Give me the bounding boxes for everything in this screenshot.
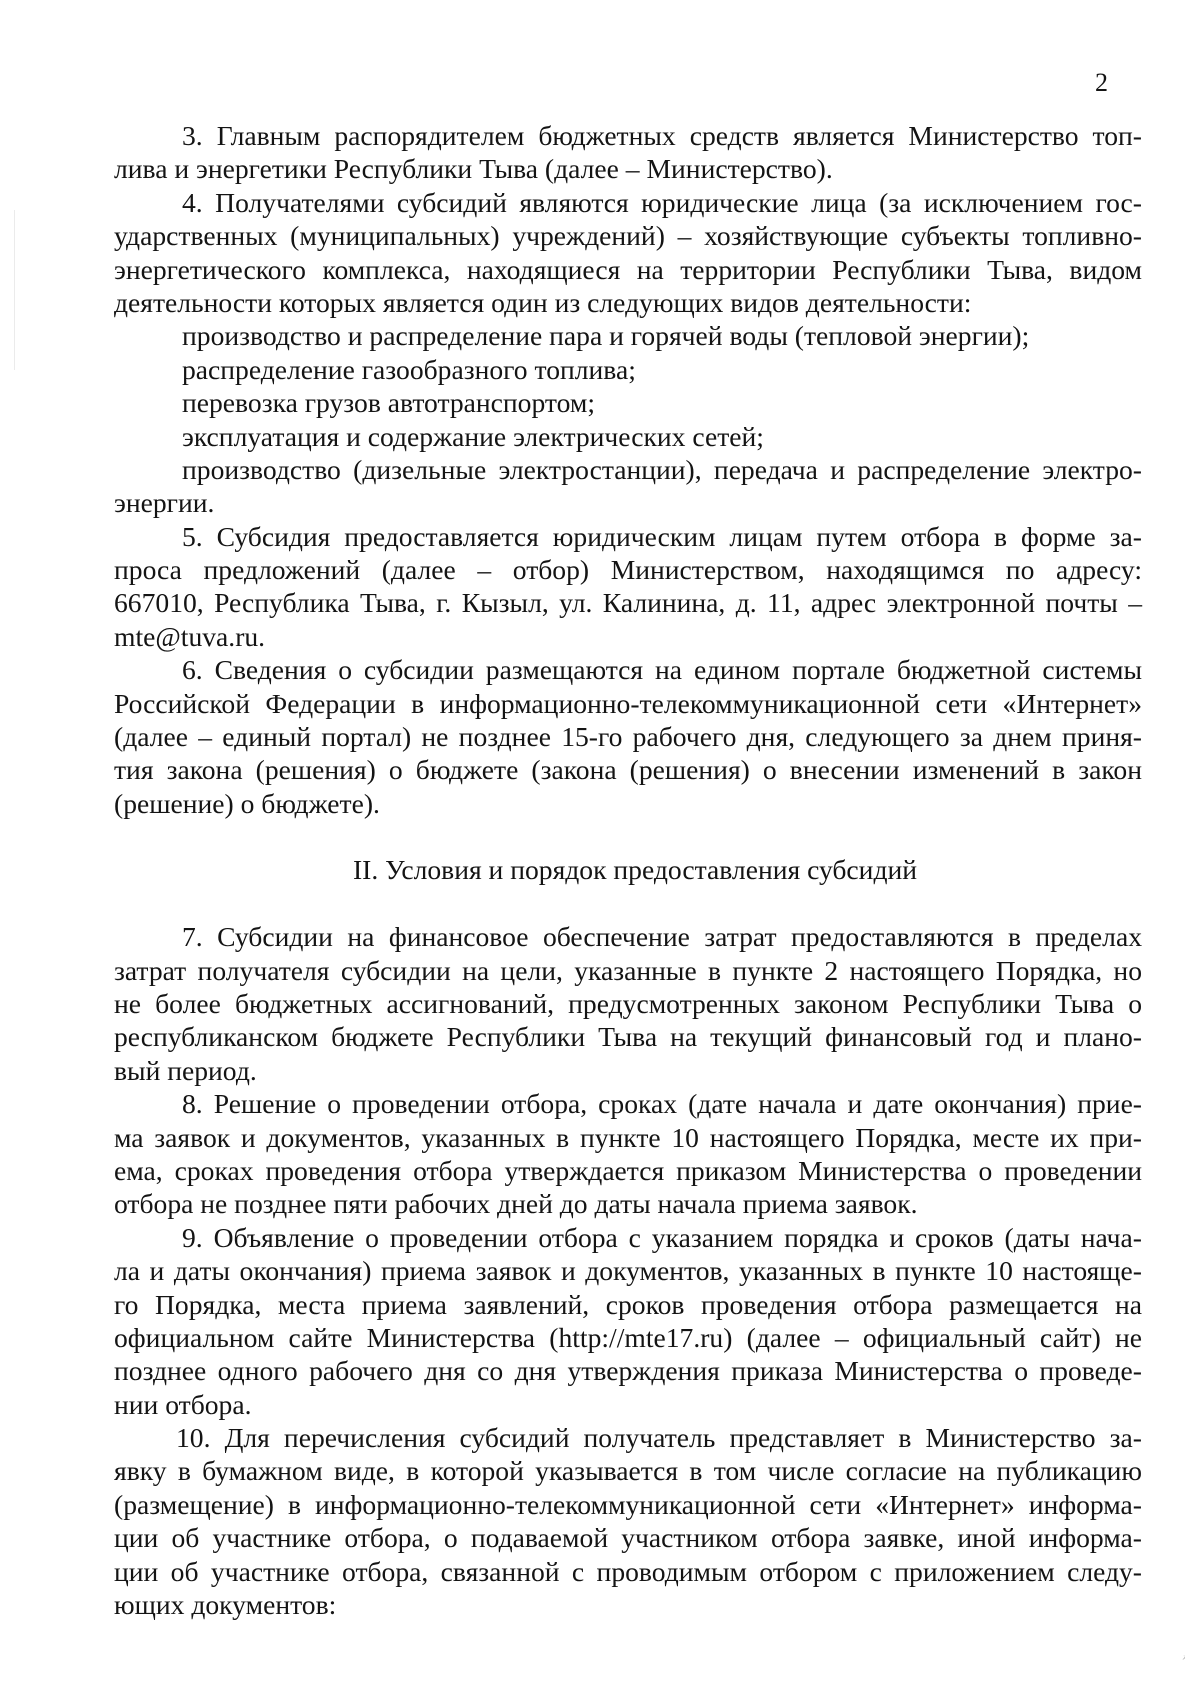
text-line: деятельности которых является один из следующих видов деятельности: [114, 286, 972, 318]
page-number: 2 [1095, 68, 1108, 97]
text-line: ции об участнике отбора, связанной с проводимым отбором с приложением следу- [114, 1555, 1142, 1587]
text-line: отбора не позднее пяти рабочих дней до даты начала приема заявок. [114, 1188, 918, 1220]
section-2-paragraphs [114, 920, 1142, 1621]
text-line: 5. Субсидия предоставляется юридическим лицам путем отбора в форме за- [182, 520, 1142, 552]
text-line: производство (дизельные электростанции), передача и распределение электро- [182, 453, 1142, 485]
text-line: ма заявок и документов, указанных в пункте 10 настоящего Порядка, месте их при- [114, 1121, 1142, 1153]
text-line: ударственных (муниципальных) учреждений) – хозяйствующие субъекты топливно- [114, 220, 1142, 252]
paragraph [114, 653, 1142, 820]
text-line: производство и распределение пара и горячей воды (тепловой энергии); [182, 320, 1030, 352]
scan-edge [14, 210, 15, 370]
text-line: Российской Федерации в информационно-телекоммуникационной сети «Интернет» [114, 687, 1142, 719]
text-line: 10. Для перечисления субсидий получатель представляет в Министерство за- [176, 1422, 1142, 1454]
text-line: тия закона (решения) о бюджете (закона (решения) о внесении изменений в закон [114, 754, 1142, 786]
text-line: го Порядка, места приема заявлений, сроков проведения отбора размещается на [114, 1288, 1142, 1320]
text-line: ла и даты окончания) приема заявок и документов, указанных в пункте 10 настояще- [114, 1255, 1142, 1287]
text-line: лива и энергетики Республики Тыва (далее – Министерство). [114, 153, 833, 185]
text-line: затрат получателя субсидии на цели, указанные в пункте 2 настоящего Порядка, но [114, 954, 1142, 986]
paragraph [114, 920, 1142, 1087]
text-line: (размещение) в информационно-телекоммуникационной сети «Интернет» информа- [114, 1488, 1142, 1520]
text-line: проса предложений (далее – отбор) Министерством, находящимся по адресу: [114, 554, 1142, 586]
section-1-paragraphs [114, 119, 1142, 820]
paragraph [114, 520, 1142, 654]
text-line: явку в бумажном виде, в которой указывается в том числе согласие на публикацию [114, 1455, 1142, 1487]
text-line: 667010, Республика Тыва, г. Кызыл, ул. Калинина, д. 11, адрес электронной почты – [114, 587, 1142, 619]
paragraph [114, 1087, 1142, 1221]
text-line: 6. Сведения о субсидии размещаются на едином портале бюджетной системы [182, 654, 1142, 686]
paragraph [114, 319, 1142, 352]
text-line: ема, сроках проведения отбора утверждается приказом Министерства о проведении [114, 1154, 1142, 1186]
text-line: 8. Решение о проведении отбора, сроках (дате начала и дате окончания) прие- [182, 1088, 1142, 1120]
paragraph [114, 453, 1142, 520]
text-line: ющих документов: [114, 1589, 337, 1621]
text-line: mte@tuva.ru. [114, 620, 266, 652]
text-line: позднее одного рабочего дня со дня утверждения приказа Министерства о проведе- [114, 1355, 1142, 1387]
text-line: 7. Субсидии на финансовое обеспечение затрат предоставляются в пределах [182, 921, 1142, 953]
text-line: 9. Объявление о проведении отбора с указанием порядка и сроков (даты нача- [182, 1221, 1142, 1253]
text-line: 3. Главным распорядителем бюджетных средств является Министерство топ- [182, 120, 1142, 151]
text-line: не более бюджетных ассигнований, предусмотренных законом Республики Тыва о [114, 987, 1142, 1019]
text-line: (далее – единый портал) не позднее 15-го рабочего дня, следующего за днем приня- [114, 721, 1142, 753]
paragraph [114, 386, 1142, 419]
section-heading: II. Условия и порядок предоставления субсидий [352, 854, 918, 886]
text-line: нии отбора. [114, 1388, 252, 1420]
text-line: перевозка грузов автотранспортом; [182, 387, 596, 419]
paragraph [114, 420, 1142, 453]
paragraph [114, 186, 1142, 320]
document-body [114, 119, 1142, 1621]
paragraph [114, 1421, 1142, 1621]
text-line: эксплуатация и содержание электрических сетей; [182, 420, 764, 452]
text-line: официальном сайте Министерства (http://mte17.ru) (далее – официальный сайт) не [114, 1321, 1142, 1353]
text-line: республиканском бюджете Республики Тыва на текущий финансовый год и плано- [114, 1021, 1142, 1053]
paragraph [114, 119, 1142, 186]
text-line: энергетического комплекса, находящиеся на территории Республики Тыва, видом [114, 253, 1142, 285]
paragraph [114, 1221, 1142, 1421]
paragraph [114, 353, 1142, 386]
text-line: распределение газообразного топлива; [182, 353, 636, 385]
text-line: ции об участнике отбора, о подаваемой участником отбора заявке, иной информа- [114, 1522, 1142, 1554]
text-line: вый период. [114, 1054, 257, 1086]
text-line: 4. Получателями субсидий являются юридические лица (за исключением гос- [182, 186, 1142, 218]
text-line: (решение) о бюджете). [114, 787, 380, 819]
text-line: энергии. [114, 487, 215, 519]
